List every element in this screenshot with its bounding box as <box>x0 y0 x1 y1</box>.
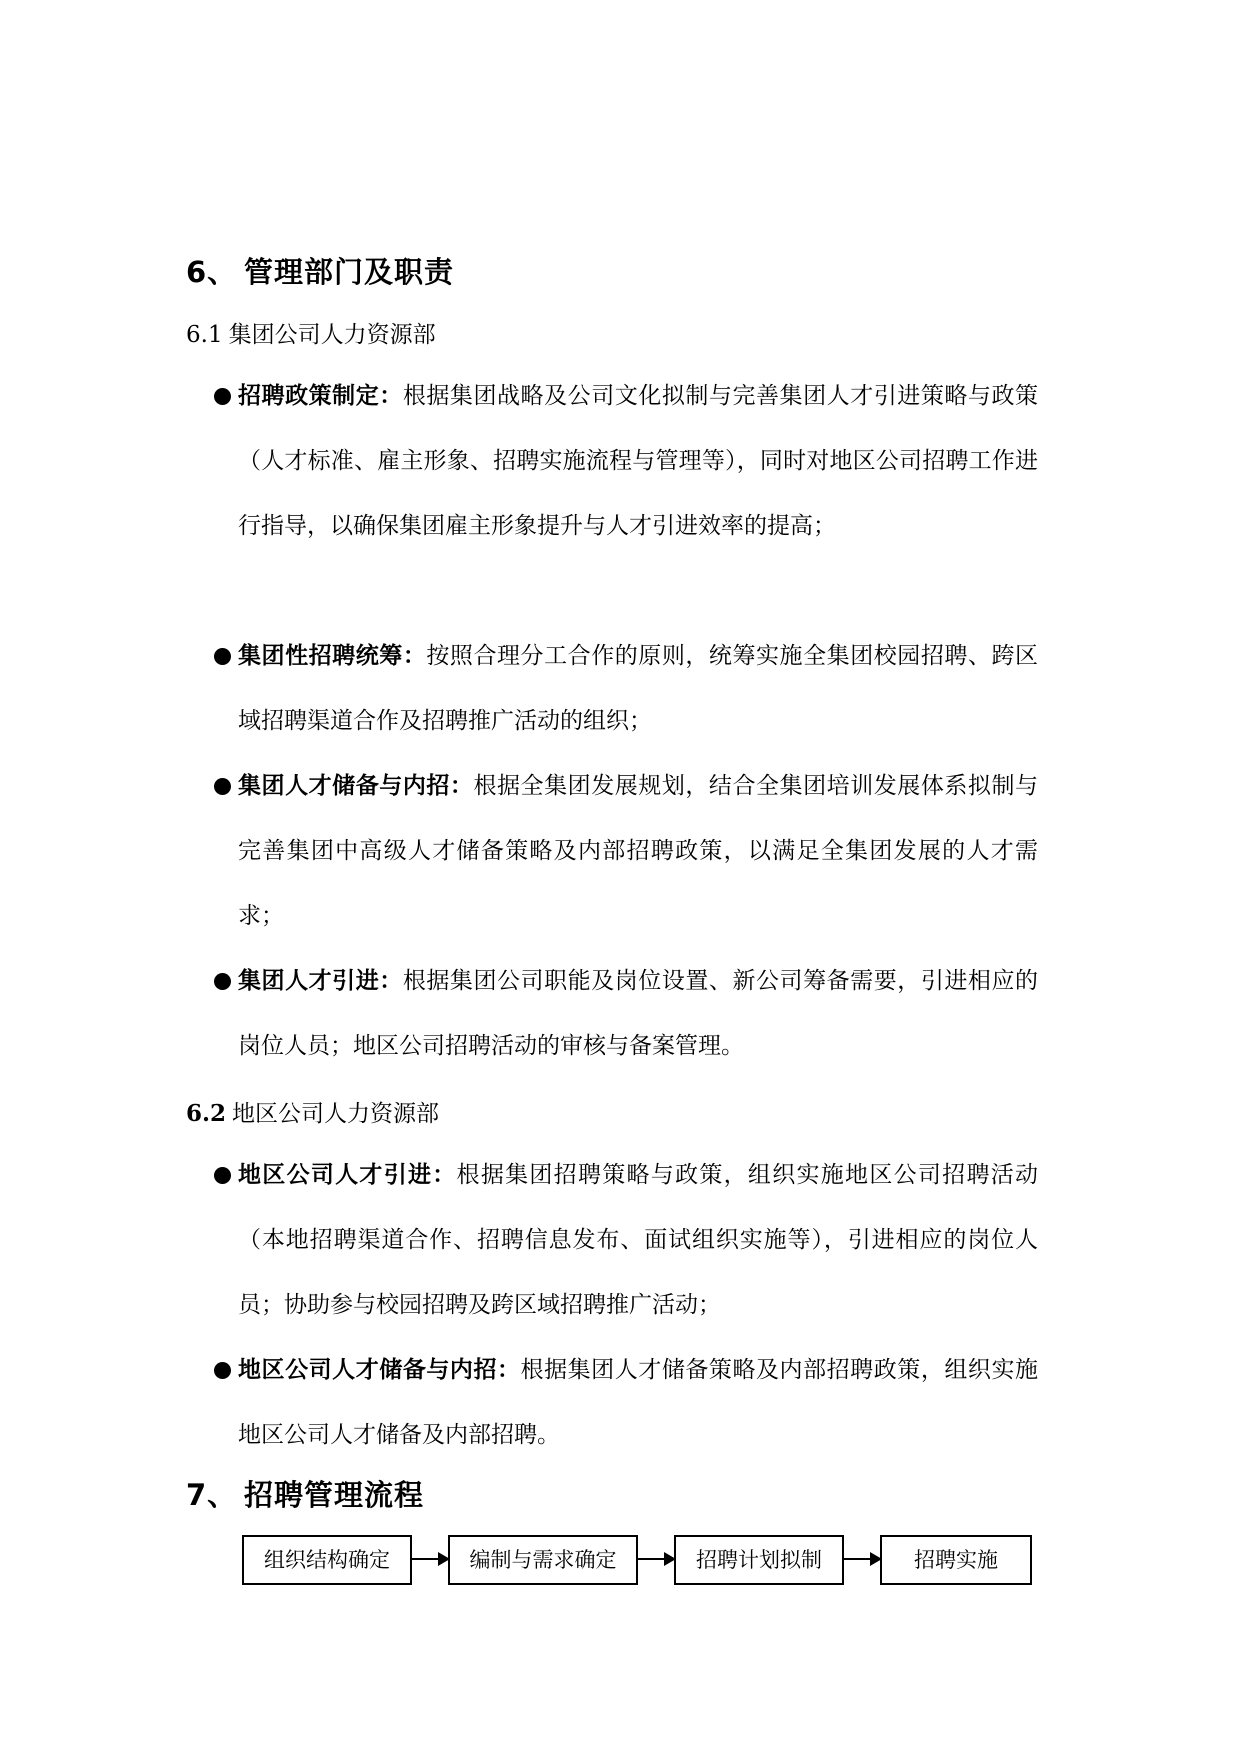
section-7-heading <box>186 1473 424 1514</box>
bullet-item <box>238 754 1038 949</box>
bullet-label: 集团人才储备与内招： <box>238 773 474 799</box>
bullet-dot-icon <box>214 648 231 665</box>
subsection-6-1-heading <box>186 316 436 349</box>
section-6-title: 管理部门及职责 <box>244 255 455 289</box>
subsection-6-2-title: 地区公司人力资源部 <box>232 1101 440 1127</box>
flow-step-org-structure: 组织结构确定 <box>242 1535 412 1585</box>
section-7-title: 招聘管理流程 <box>244 1478 425 1512</box>
section-7-number: 7、 <box>186 1478 238 1512</box>
bullet-label: 集团性招聘统筹： <box>238 643 427 669</box>
flow-arrow-icon <box>638 1558 674 1560</box>
bullet-dot-icon <box>214 778 231 795</box>
subsection-6-2-number: 6.2 <box>186 1100 227 1127</box>
subsection-6-2-heading <box>186 1095 439 1128</box>
flow-arrow-icon <box>844 1558 880 1560</box>
bullet-item <box>238 949 1038 1079</box>
flow-step-recruit-execution: 招聘实施 <box>880 1535 1032 1585</box>
bullet-item <box>238 364 1038 559</box>
section-6-heading <box>186 250 454 291</box>
bullet-dot-icon <box>214 1362 231 1379</box>
bullet-label: 地区公司人才储备与内招： <box>238 1357 521 1383</box>
bullet-item <box>238 1338 1038 1468</box>
bullet-text: 按照合理分工合作的原则，统筹实施全集团校园招聘、跨区域招聘渠道合作及招聘推广活动的组织； <box>238 643 1039 734</box>
flow-step-headcount-demand: 编制与需求确定 <box>448 1535 638 1585</box>
bullet-text: 根据全集团发展规划，结合全集团培训发展体系拟制与完善集团中高级人才储备策略及内部招聘政策，以满足全集团发展的人才需求； <box>238 773 1039 929</box>
bullet-item <box>238 624 1038 754</box>
bullet-text: 根据集团战略及公司文化拟制与完善集团人才引进策略与政策（人才标准、雇主形象、招聘实施流程与管理等），同时对地区公司招聘工作进行指导，以确保集团雇主形象提升与人才引进效率的提高； <box>238 383 1039 539</box>
bullet-dot-icon <box>214 388 231 405</box>
bullet-text: 根据集团招聘策略与政策，组织实施地区公司招聘活动（本地招聘渠道合作、招聘信息发布、面试组织实施等），引进相应的岗位人员；协助参与校园招聘及跨区域招聘推广活动； <box>238 1162 1038 1318</box>
bullet-label: 地区公司人才引进： <box>238 1162 457 1188</box>
bullet-dot-icon <box>214 973 231 990</box>
bullet-dot-icon <box>214 1167 231 1184</box>
bullet-text: 根据集团公司职能及岗位设置、新公司筹备需要，引进相应的岗位人员；地区公司招聘活动的审核与备案管理。 <box>238 968 1039 1059</box>
bullet-item <box>238 1143 1038 1338</box>
subsection-6-1-title: 集团公司人力资源部 <box>228 322 436 348</box>
subsection-6-1-number: 6.1 <box>186 322 223 348</box>
bullet-text: 根据集团人才储备策略及内部招聘政策，组织实施地区公司人才储备及内部招聘。 <box>238 1357 1039 1448</box>
recruitment-flowchart <box>242 1535 1042 1585</box>
section-6-number: 6、 <box>186 255 238 289</box>
bullet-label: 集团人才引进： <box>238 968 403 994</box>
bullet-label: 招聘政策制定： <box>238 383 403 409</box>
flow-step-recruit-plan: 招聘计划拟制 <box>674 1535 844 1585</box>
flow-arrow-icon <box>412 1558 448 1560</box>
